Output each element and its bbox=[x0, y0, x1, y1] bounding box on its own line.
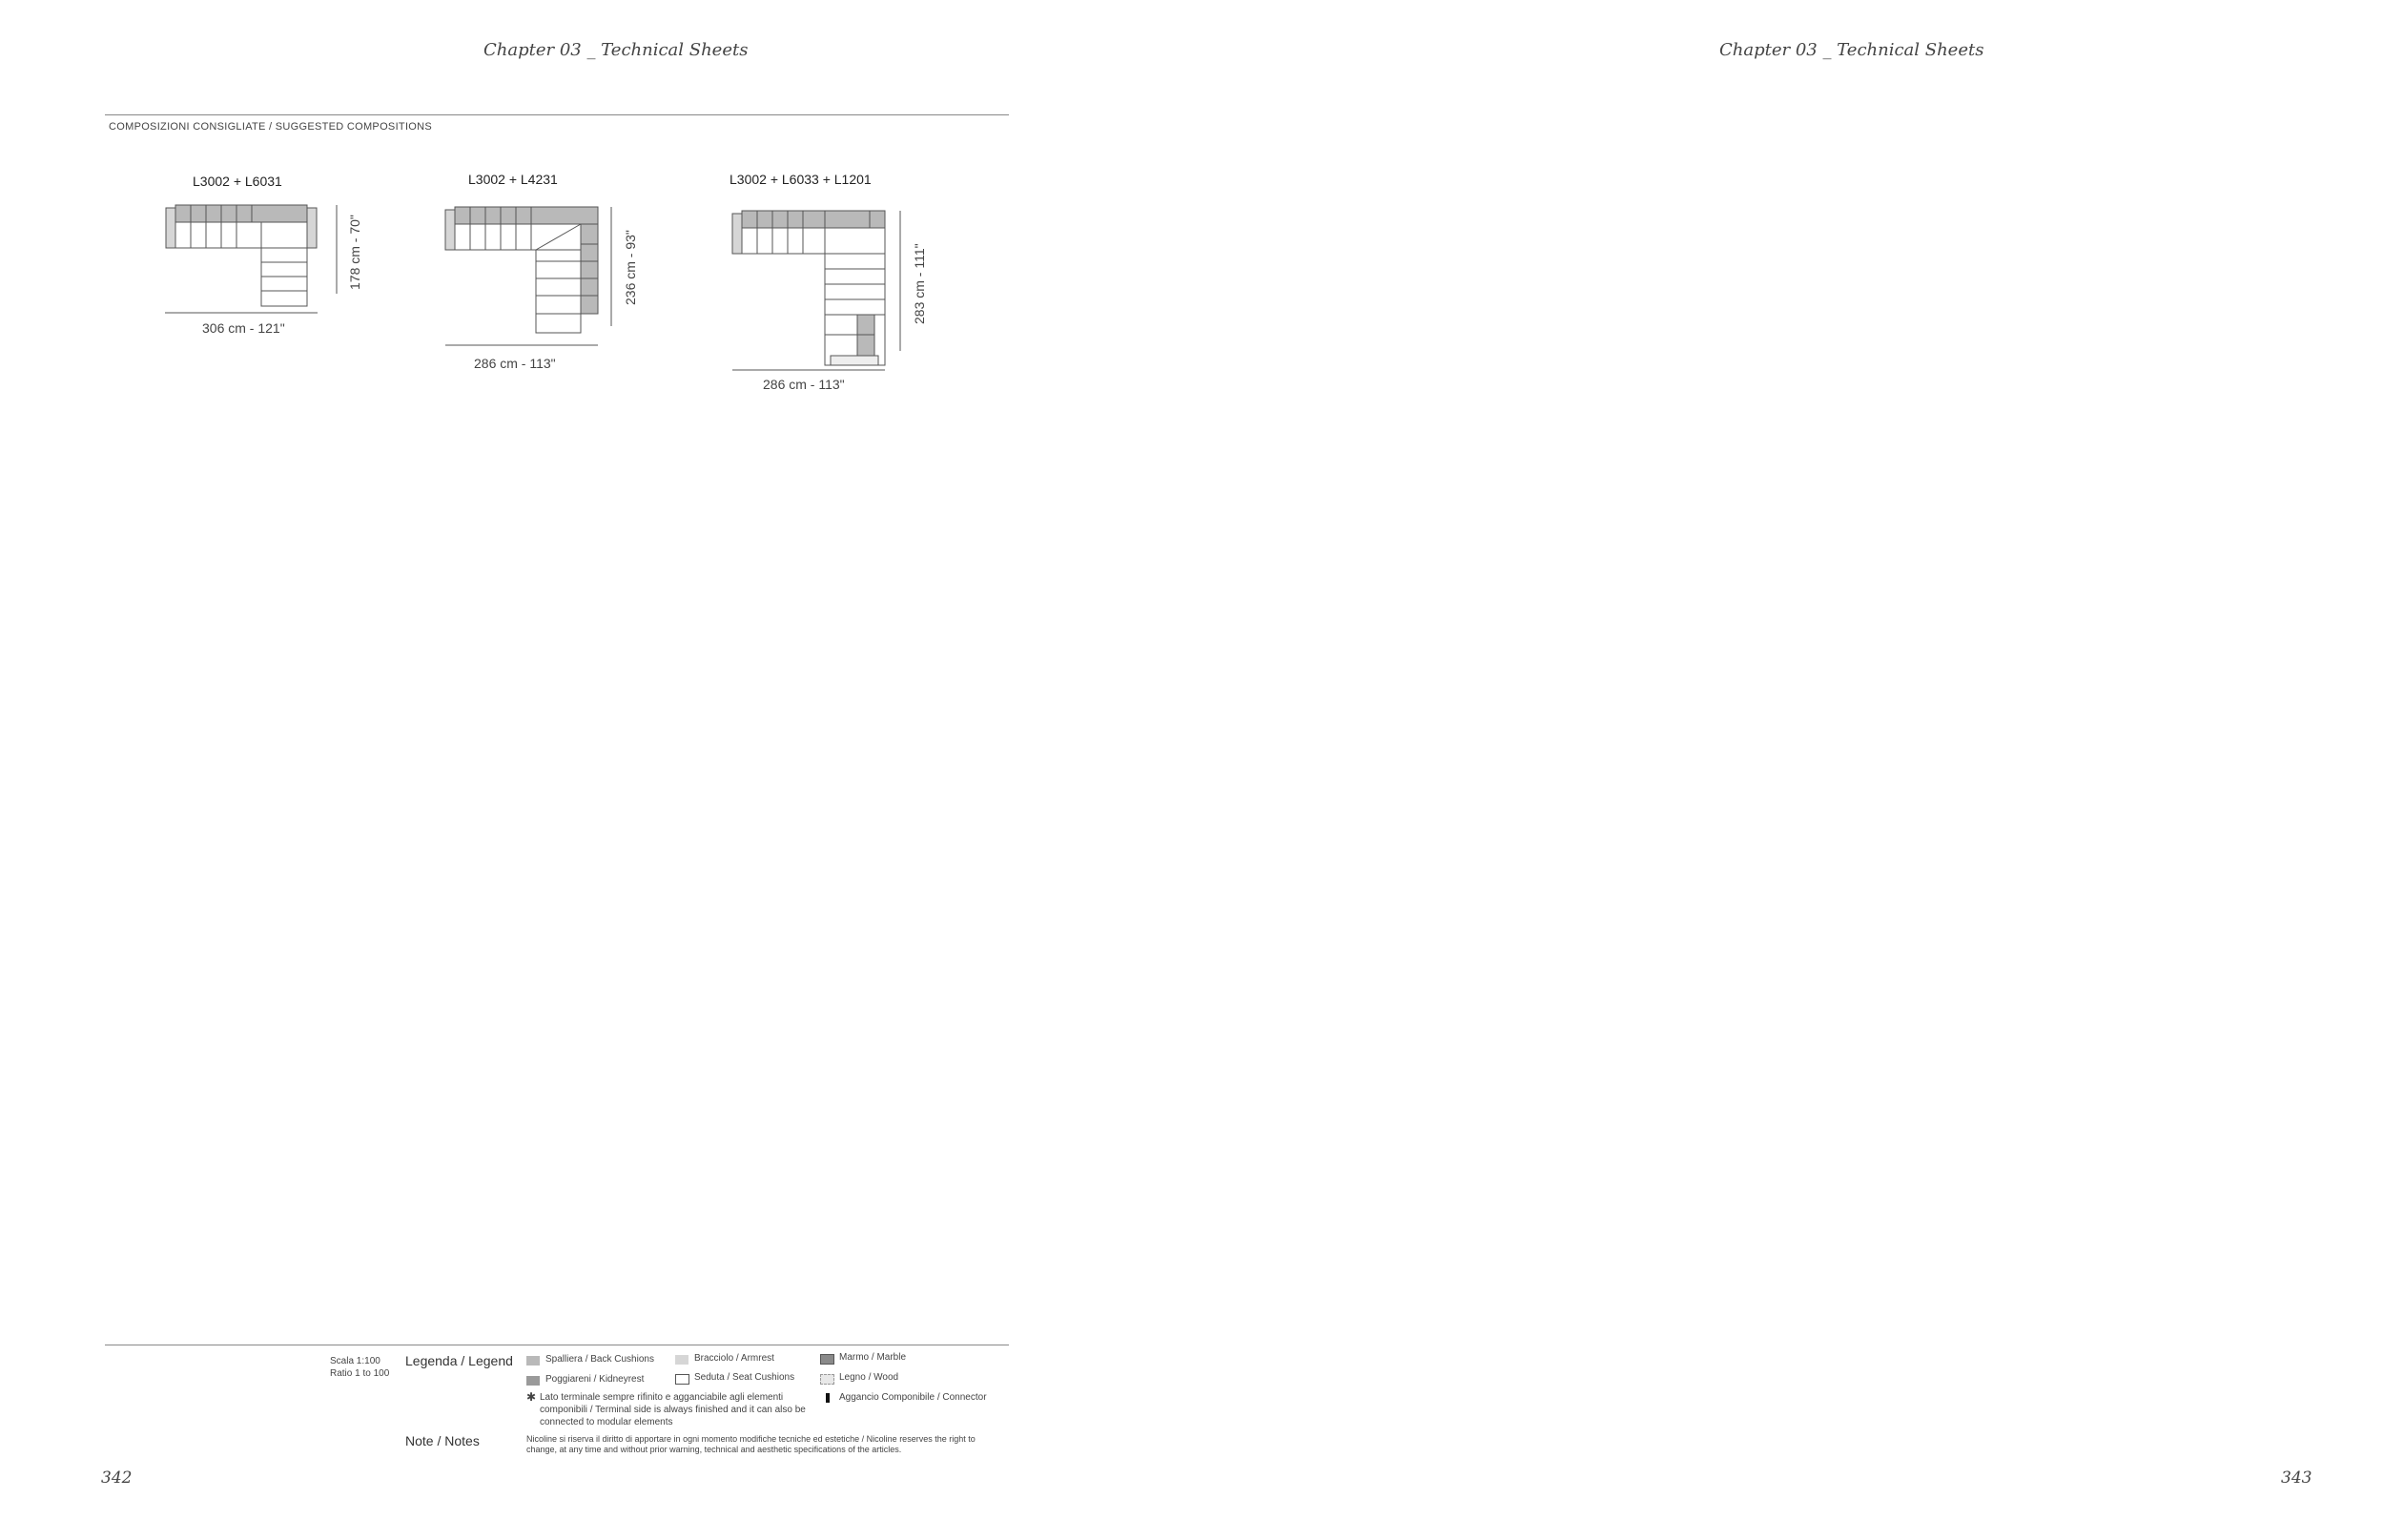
chapter-header-left: Chapter 03 _ Technical Sheets bbox=[483, 40, 749, 60]
section-top-rule bbox=[105, 114, 1009, 115]
notes-title: Note / Notes bbox=[405, 1433, 480, 1448]
legend-kidneyrest: Poggiareni / Kidneyrest bbox=[545, 1374, 645, 1385]
section-title: COMPOSIZIONI CONSIGLIATE / SUGGESTED COMPOSITIONS bbox=[109, 121, 433, 133]
composition-3-depth: 283 cm - 111" bbox=[912, 243, 927, 324]
ratio-label: Ratio 1 to 100 bbox=[330, 1368, 390, 1379]
legend-marble: Marmo / Marble bbox=[839, 1352, 907, 1363]
notes-text: Nicoline si riserva il diritto di apportare in ogni momento modifiche tecniche ed estetiche / Nicoline reserves the right to change, at any time and without prior warning, technical and aesthetic specifications of the articles. bbox=[526, 1434, 976, 1454]
connector-swatch bbox=[826, 1393, 830, 1403]
marble-swatch bbox=[820, 1354, 834, 1365]
composition-3-drawing bbox=[730, 204, 920, 376]
legend-back-cushions: Spalliera / Back Cushions bbox=[545, 1354, 654, 1365]
back-cushions-swatch bbox=[526, 1356, 540, 1365]
chapter-header-right: Chapter 03 _ Technical Sheets bbox=[1719, 40, 1984, 60]
page-number-right: 343 bbox=[2281, 1468, 2312, 1488]
composition-3-title: L3002 + L6033 + L1201 bbox=[730, 172, 872, 187]
composition-3-width: 286 cm - 113" bbox=[763, 377, 845, 392]
composition-2-width: 286 cm - 113" bbox=[474, 356, 556, 371]
legend-terminal-side: Lato terminale sempre rifinito e agganciabile agli elementi componibili / Terminal side is always finished and it can also be connected to modular elements bbox=[540, 1392, 806, 1427]
terminal-side-icon: ✱ bbox=[526, 1390, 537, 1404]
composition-1-title: L3002 + L6031 bbox=[193, 174, 282, 189]
kidneyrest-swatch bbox=[526, 1376, 540, 1386]
wood-swatch bbox=[820, 1374, 834, 1385]
composition-2-title: L3002 + L4231 bbox=[468, 172, 558, 187]
legend-armrest: Bracciolo / Armrest bbox=[694, 1353, 774, 1364]
armrest-swatch bbox=[675, 1355, 688, 1365]
legend-connector: Aggancio Componibile / Connector bbox=[839, 1392, 987, 1403]
legend-wood: Legno / Wood bbox=[839, 1372, 899, 1383]
seat-swatch bbox=[675, 1374, 689, 1385]
right-page bbox=[1192, 0, 2384, 1540]
scale-label: Scala 1:100 bbox=[330, 1356, 380, 1366]
composition-1-drawing bbox=[162, 202, 334, 317]
legend-seat: Seduta / Seat Cushions bbox=[694, 1372, 795, 1383]
legend-title: Legenda / Legend bbox=[405, 1353, 513, 1368]
composition-2-depth: 236 cm - 93" bbox=[623, 230, 638, 305]
composition-1-width: 306 cm - 121" bbox=[202, 320, 285, 336]
page-number-left: 342 bbox=[101, 1468, 133, 1488]
composition-1-depth: 178 cm - 70" bbox=[347, 215, 362, 290]
composition-2-drawing bbox=[442, 202, 633, 355]
